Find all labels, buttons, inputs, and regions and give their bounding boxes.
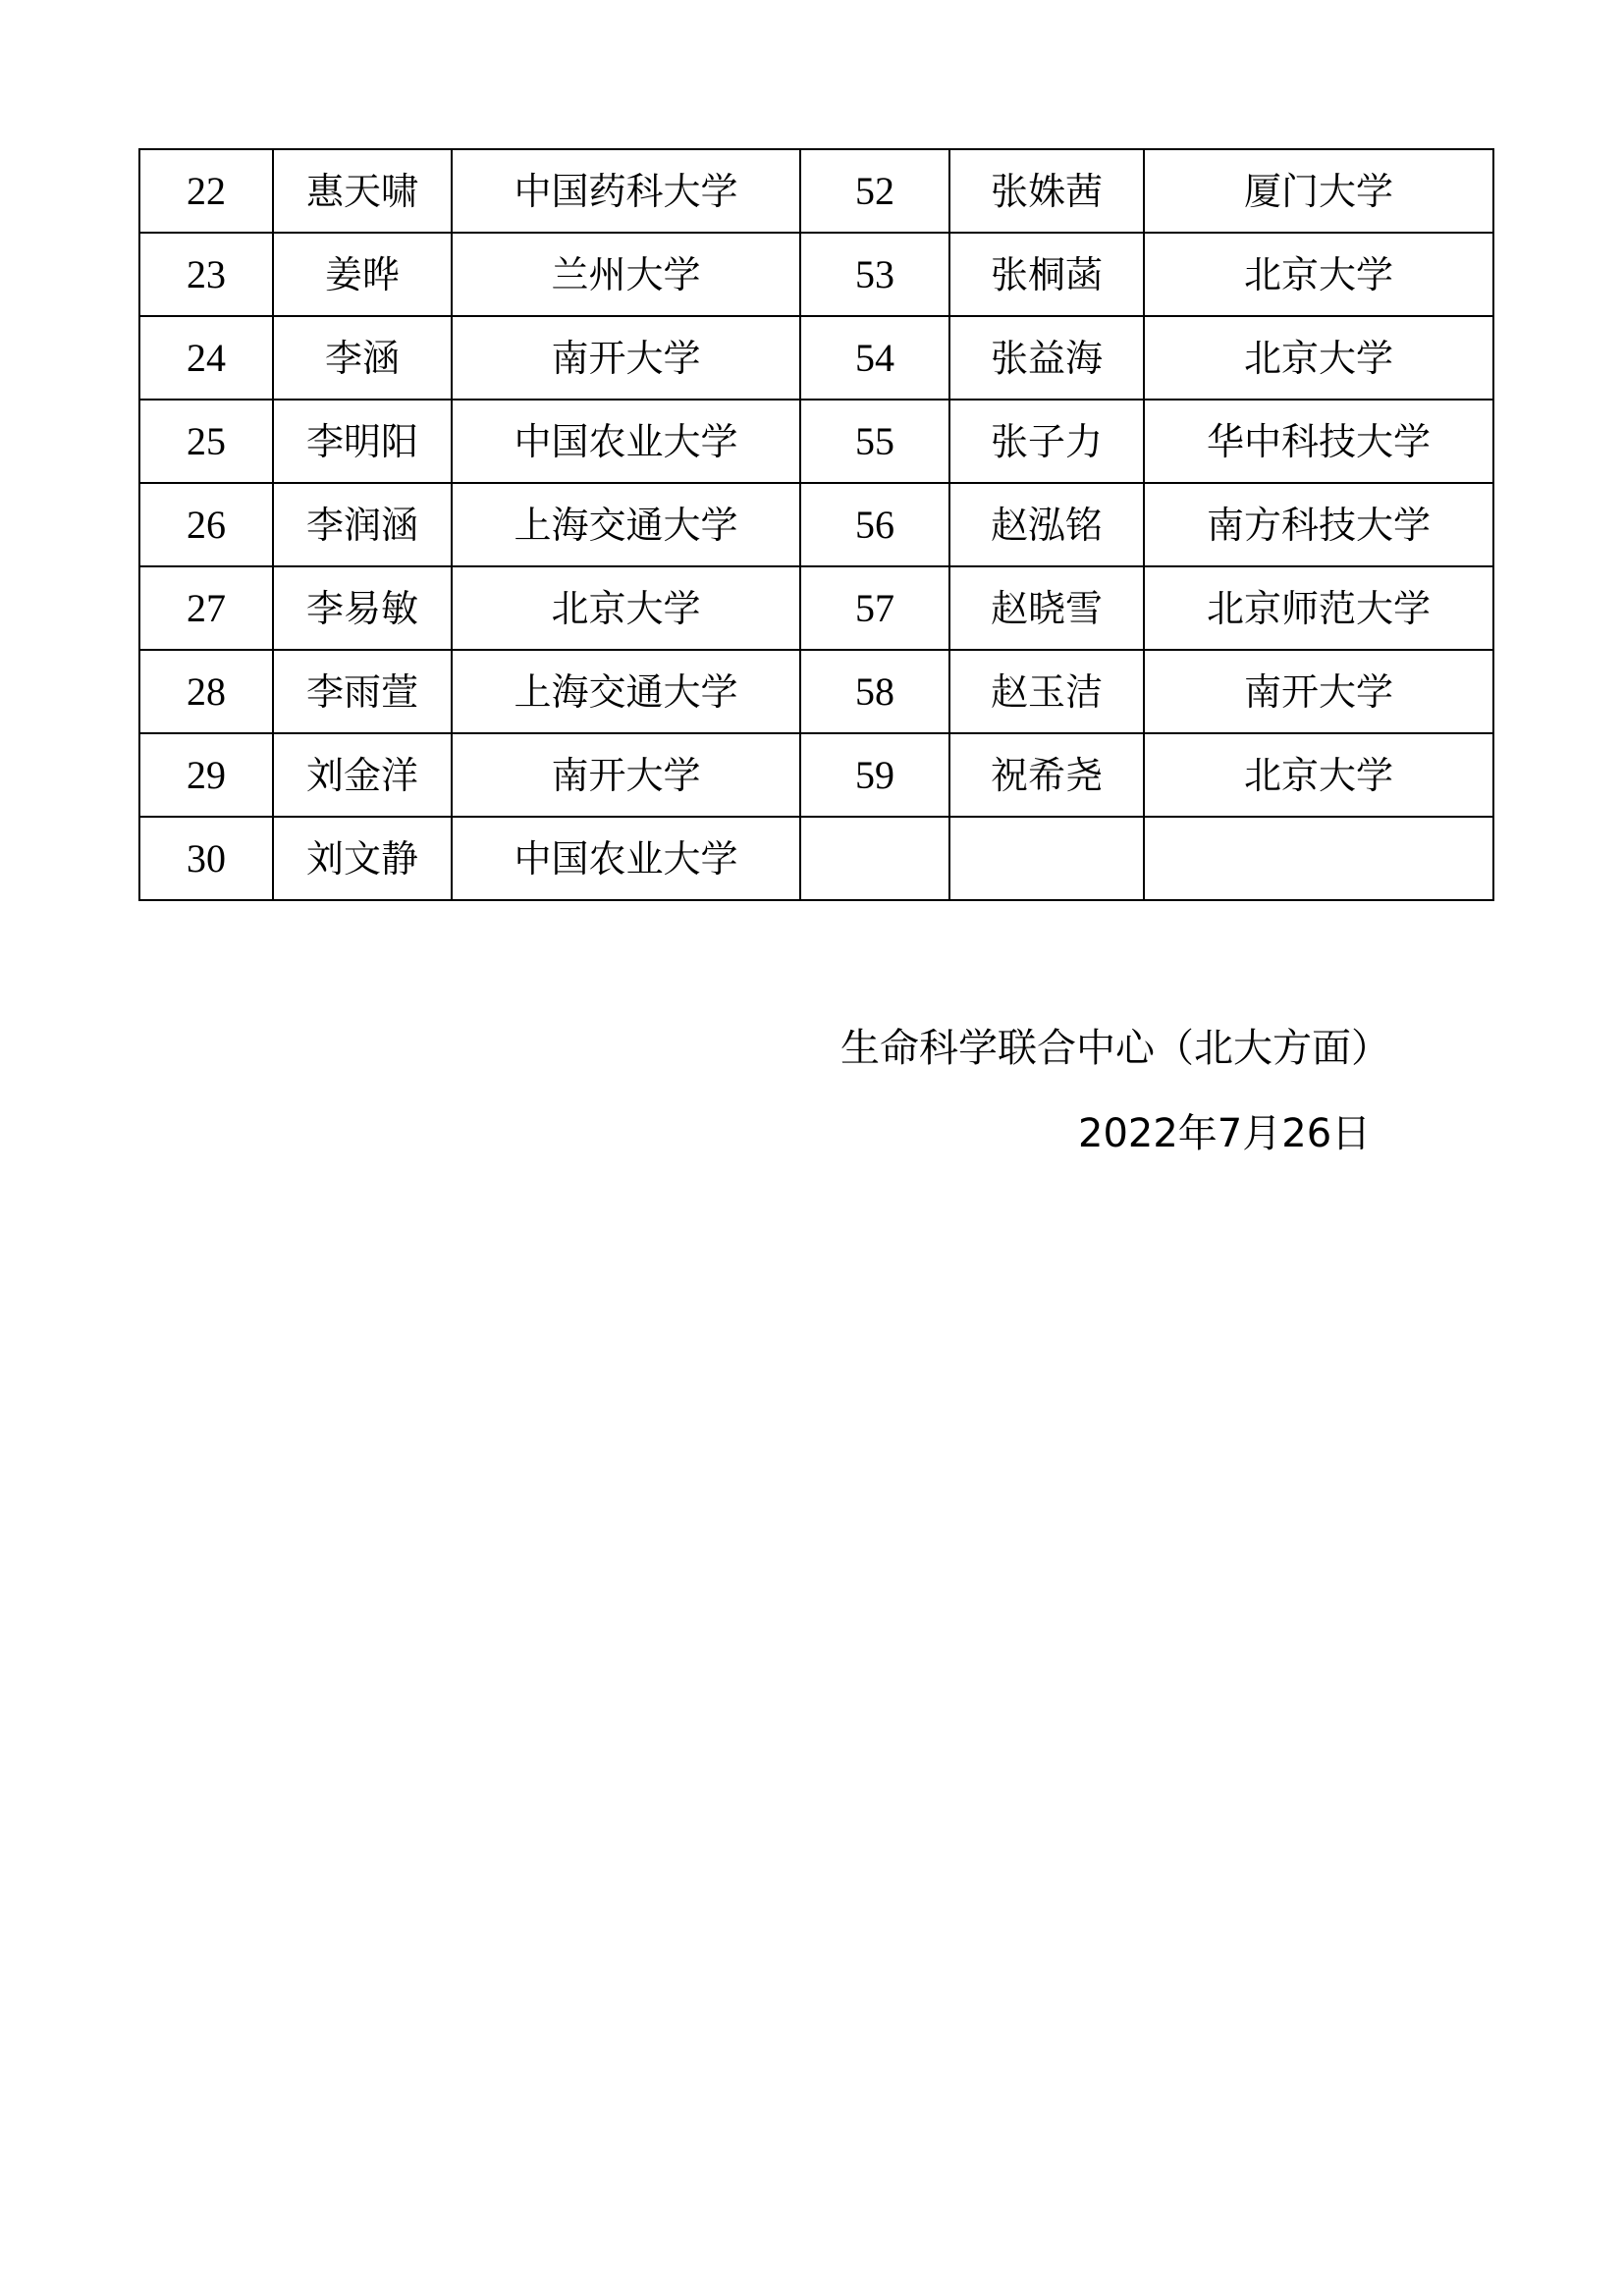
issuer-signature: 生命科学联合中心（北大方面） — [840, 1026, 1390, 1071]
cell-school: 华中科技大学 — [1144, 400, 1493, 483]
cell-number: 55 — [800, 400, 949, 483]
cell-name: 刘文静 — [273, 817, 452, 900]
table-row — [139, 316, 1493, 400]
cell-number: 54 — [800, 316, 949, 400]
roster-table — [138, 148, 1494, 901]
cell-school: 中国农业大学 — [452, 400, 800, 483]
cell-number: 59 — [800, 733, 949, 817]
table-row — [139, 149, 1493, 233]
cell-name: 姜晔 — [273, 233, 452, 316]
cell-name: 张姝茜 — [949, 149, 1144, 233]
cell-number: 29 — [139, 733, 273, 817]
cell-number: 58 — [800, 650, 949, 733]
cell-number: 52 — [800, 149, 949, 233]
cell-number: 53 — [800, 233, 949, 316]
cell-name: 张桐菡 — [949, 233, 1144, 316]
cell-name: 李雨萱 — [273, 650, 452, 733]
cell-number: 23 — [139, 233, 273, 316]
cell-school: 上海交通大学 — [452, 483, 800, 566]
cell-number: 24 — [139, 316, 273, 400]
cell-number: 22 — [139, 149, 273, 233]
cell-school: 南开大学 — [452, 316, 800, 400]
cell-school: 南开大学 — [452, 733, 800, 817]
cell-name: 张益海 — [949, 316, 1144, 400]
cell-school: 北京师范大学 — [1144, 566, 1493, 650]
cell-school: 南方科技大学 — [1144, 483, 1493, 566]
cell-number: 27 — [139, 566, 273, 650]
cell-name: 惠天啸 — [273, 149, 452, 233]
cell-school: 北京大学 — [1144, 233, 1493, 316]
cell-school: 上海交通大学 — [452, 650, 800, 733]
roster-body — [139, 149, 1493, 900]
table-row — [139, 650, 1493, 733]
cell-number: 56 — [800, 483, 949, 566]
cell-name: 赵泓铭 — [949, 483, 1144, 566]
cell-school: 北京大学 — [1144, 316, 1493, 400]
cell-school — [1144, 817, 1493, 900]
table-row — [139, 566, 1493, 650]
cell-name: 张子力 — [949, 400, 1144, 483]
cell-name: 李润涵 — [273, 483, 452, 566]
cell-number: 57 — [800, 566, 949, 650]
cell-name: 刘金洋 — [273, 733, 452, 817]
cell-name: 祝希尧 — [949, 733, 1144, 817]
cell-school: 中国农业大学 — [452, 817, 800, 900]
cell-name: 李易敏 — [273, 566, 452, 650]
cell-number: 25 — [139, 400, 273, 483]
cell-school: 中国药科大学 — [452, 149, 800, 233]
cell-school: 兰州大学 — [452, 233, 800, 316]
table-row — [139, 817, 1493, 900]
cell-school: 厦门大学 — [1144, 149, 1493, 233]
cell-name — [949, 817, 1144, 900]
table-row — [139, 400, 1493, 483]
cell-school: 北京大学 — [452, 566, 800, 650]
table-row — [139, 233, 1493, 316]
cell-school: 北京大学 — [1144, 733, 1493, 817]
cell-number: 26 — [139, 483, 273, 566]
issue-date: 2022年7月26日 — [1078, 1111, 1372, 1156]
table-row — [139, 483, 1493, 566]
table-row — [139, 733, 1493, 817]
cell-name: 赵晓雪 — [949, 566, 1144, 650]
cell-name: 李明阳 — [273, 400, 452, 483]
cell-name: 李涵 — [273, 316, 452, 400]
cell-name: 赵玉洁 — [949, 650, 1144, 733]
cell-number — [800, 817, 949, 900]
cell-number: 30 — [139, 817, 273, 900]
cell-school: 南开大学 — [1144, 650, 1493, 733]
cell-number: 28 — [139, 650, 273, 733]
